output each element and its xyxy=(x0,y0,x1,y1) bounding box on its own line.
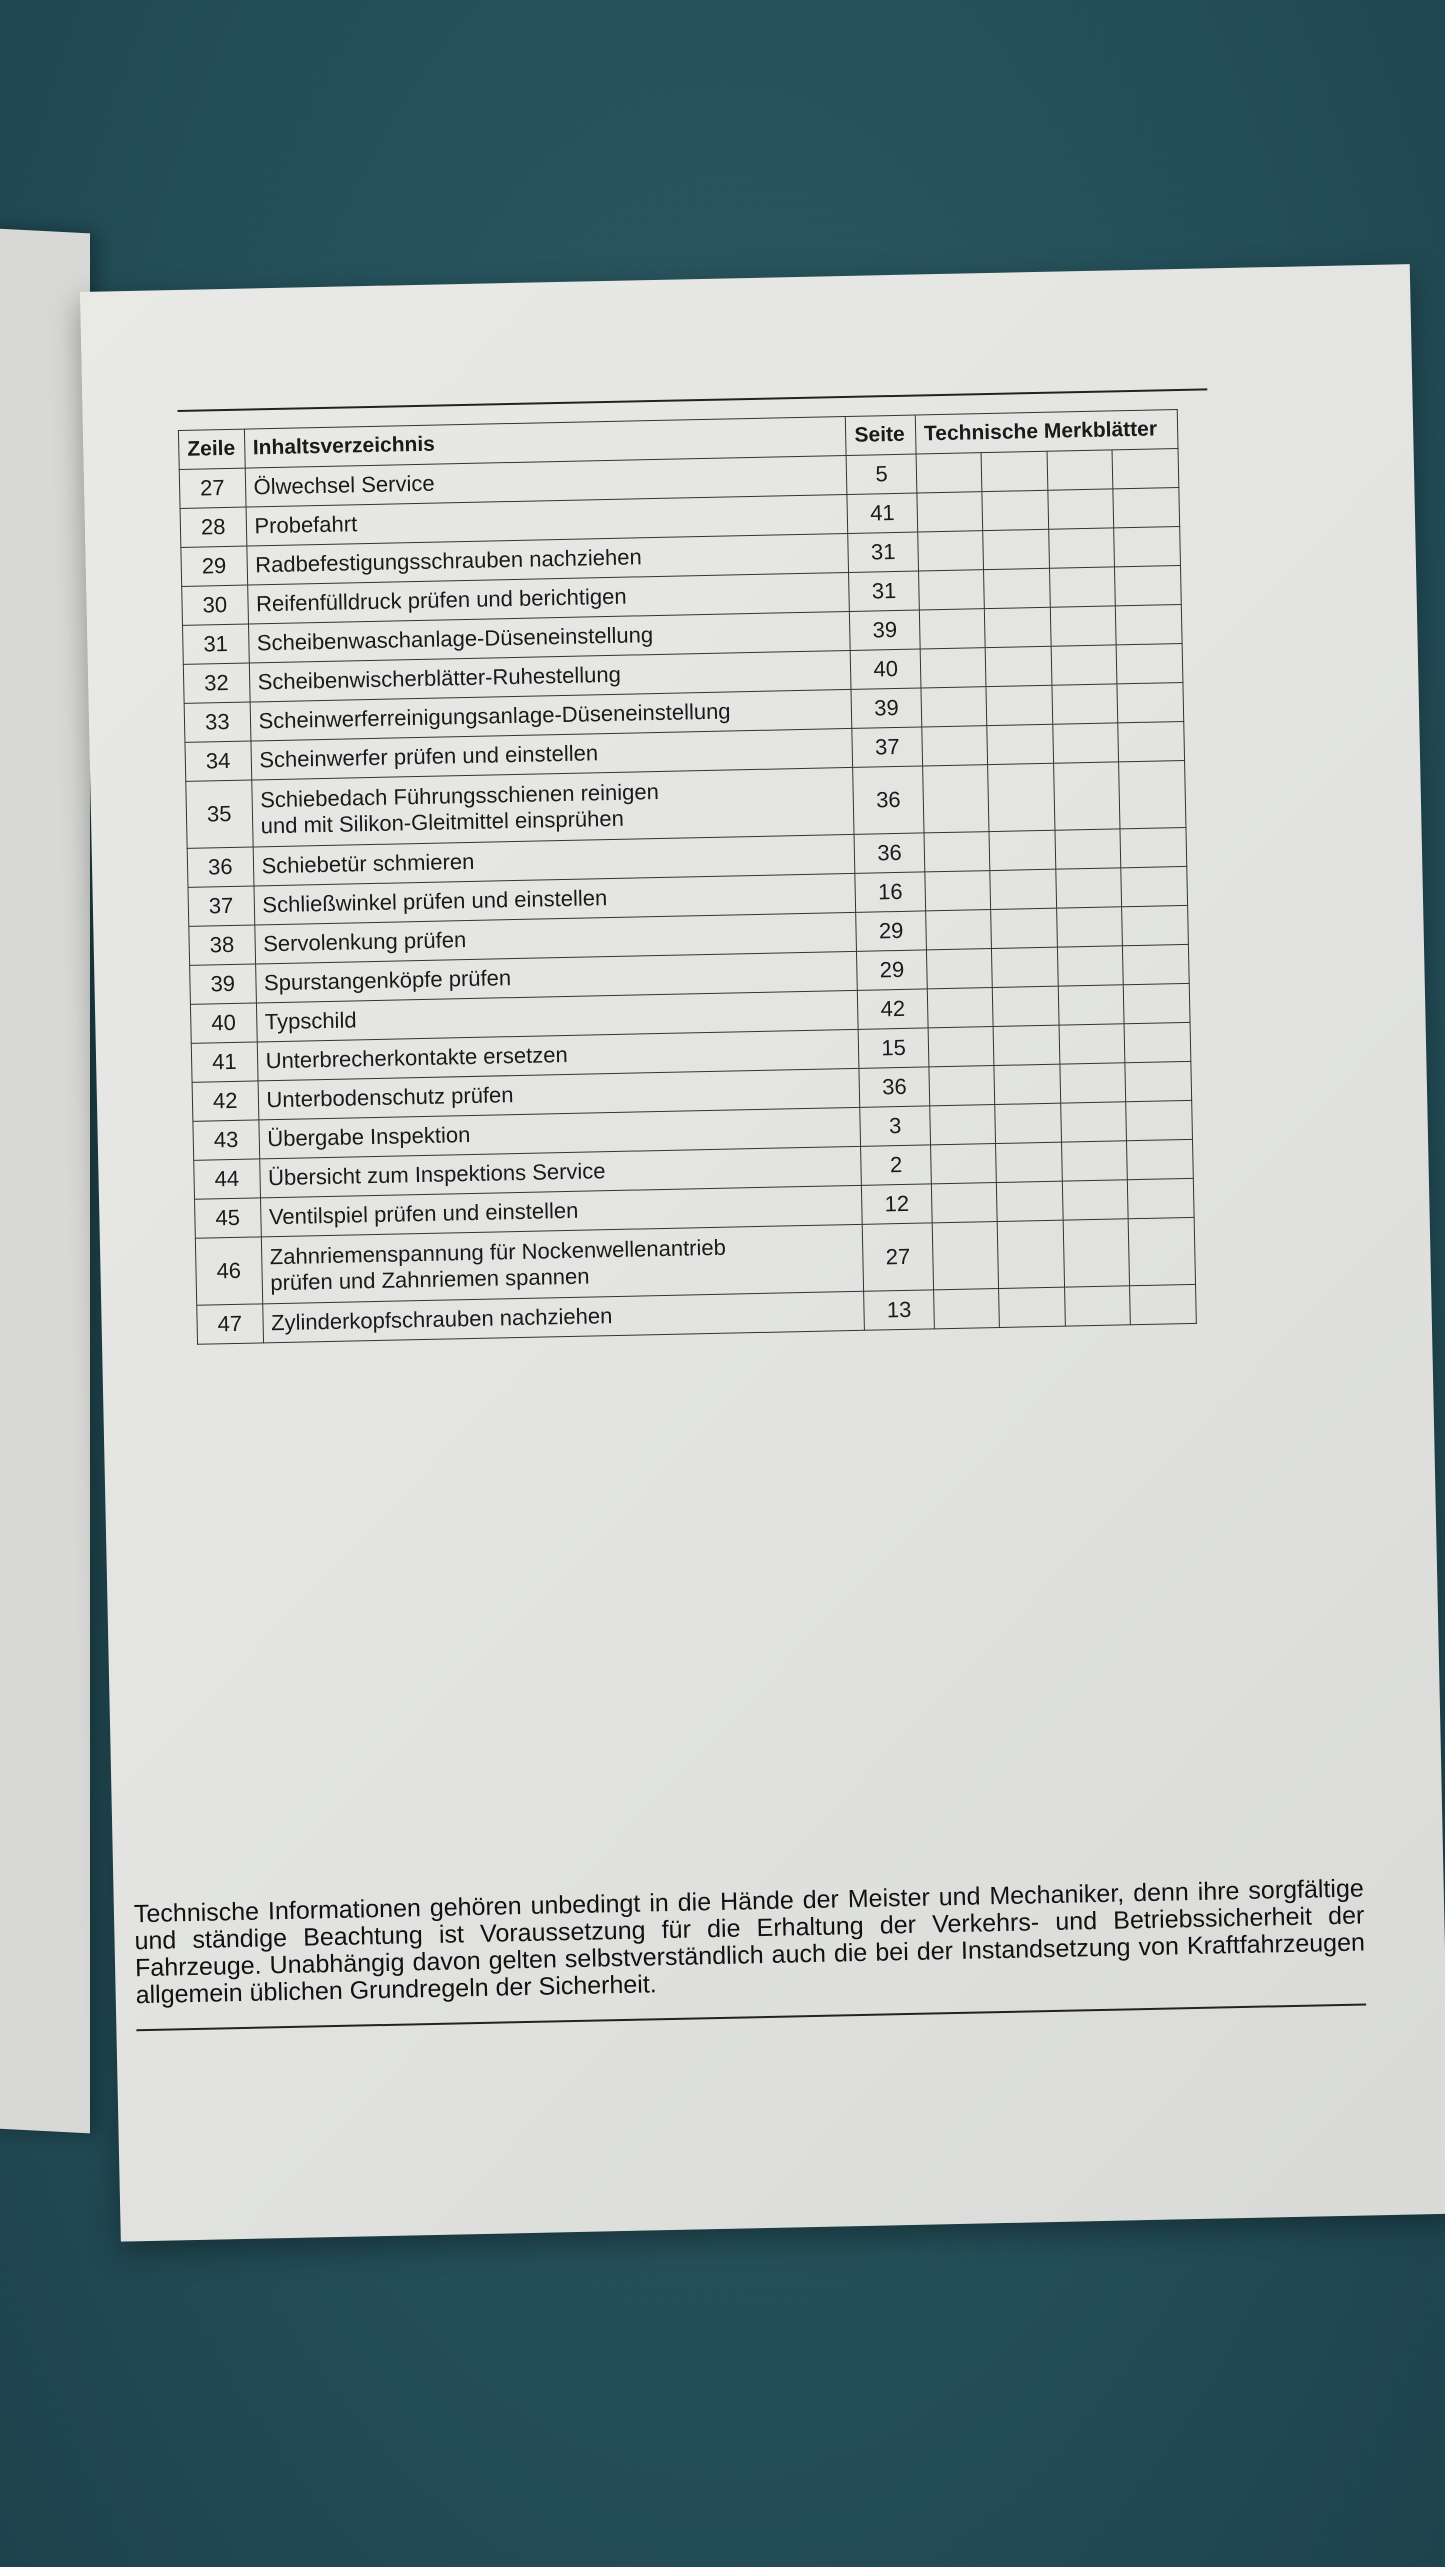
row-page: 15 xyxy=(858,1028,928,1068)
merkblatt-cell xyxy=(922,726,988,766)
row-page: 29 xyxy=(856,911,926,951)
merkblatt-cell xyxy=(987,724,1053,764)
row-title-line: Unterbodenschutz prüfen xyxy=(266,1082,514,1113)
merkblatt-cell xyxy=(926,949,992,989)
merkblatt-cell xyxy=(918,570,984,610)
row-page: 3 xyxy=(860,1106,930,1146)
row-title-line: Servolenkung prüfen xyxy=(262,927,467,957)
merkblatt-cell xyxy=(1061,1102,1127,1142)
row-number: 35 xyxy=(186,780,253,848)
merkblatt-cell xyxy=(929,1066,995,1106)
row-title-line: Ölwechsel Service xyxy=(253,470,435,500)
merkblatt-cell xyxy=(985,607,1051,647)
merkblatt-cell xyxy=(991,908,1057,948)
merkblatt-cell xyxy=(993,1025,1059,1065)
merkblatt-cell xyxy=(1125,1061,1191,1101)
merkblatt-cell xyxy=(926,910,992,950)
merkblatt-cell xyxy=(1052,684,1118,724)
merkblatt-cell xyxy=(981,451,1047,491)
merkblatt-cell xyxy=(1114,527,1180,567)
merkblatt-cell xyxy=(1120,827,1186,867)
merkblatt-cell xyxy=(1053,723,1119,763)
row-page: 31 xyxy=(848,532,918,572)
row-title-line: Spurstangenköpfe prüfen xyxy=(263,965,512,996)
merkblatt-cell xyxy=(995,1103,1061,1143)
merkblatt-cell xyxy=(930,1105,996,1145)
merkblatt-cell xyxy=(1057,907,1123,947)
merkblatt-cell xyxy=(1129,1217,1196,1285)
row-number: 34 xyxy=(185,741,251,781)
row-page: 12 xyxy=(862,1184,932,1224)
merkblatt-cell xyxy=(933,1288,999,1328)
merkblatt-cell xyxy=(983,529,1049,569)
merkblatt-cell xyxy=(1051,645,1117,685)
row-number: 45 xyxy=(195,1198,261,1238)
merkblatt-cell xyxy=(1113,488,1179,528)
merkblatt-cell xyxy=(1112,449,1178,489)
row-title xyxy=(261,1224,864,1304)
merkblatt-cell xyxy=(1064,1286,1130,1326)
merkblatt-cell xyxy=(1059,1024,1125,1064)
header-zeile: Zeile xyxy=(178,429,244,469)
row-title-line: Schiebetür schmieren xyxy=(261,848,475,879)
row-page: 41 xyxy=(847,493,917,533)
row-title-line: Probefahrt xyxy=(254,511,358,539)
row-page: 13 xyxy=(864,1290,934,1330)
merkblatt-cell xyxy=(997,1181,1063,1221)
row-number: 31 xyxy=(183,624,249,664)
row-number: 36 xyxy=(187,847,253,887)
merkblatt-cell xyxy=(1062,1180,1128,1220)
merkblatt-cell xyxy=(1122,905,1188,945)
merkblatt-cell xyxy=(1061,1141,1127,1181)
merkblatt-cell xyxy=(920,648,986,688)
merkblatt-cell xyxy=(1128,1178,1194,1218)
merkblatt-cell xyxy=(927,988,993,1028)
header-inhalt: Inhaltsverzeichnis xyxy=(244,416,846,468)
row-title-line: Scheibenwaschanlage-Düseneinstellung xyxy=(256,622,654,656)
merkblatt-cell xyxy=(1130,1284,1196,1324)
row-title-line: Scheibenwischerblätter-Ruhestellung xyxy=(257,661,622,695)
merkblatt-cell xyxy=(1117,682,1183,722)
row-title-line: Ventilspiel prüfen und einstellen xyxy=(268,1197,579,1230)
safety-notice: Technische Informationen gehören unbedingt in die Hände der Meister und Mechaniker, denn ihre sorgfältige und ständige Beachtung ist Voraussetzung für die Erhaltung der Verkehrs- und Betriebssicherheit der Fahrzeuge. Unabhängig davon gelten selbstverständlich auch die bei der Instandsetzung von Kraftfahrzeugen allgemein üblichen Grundregeln der Sicherheit. xyxy=(133,1874,1366,2010)
merkblatt-cell xyxy=(998,1220,1065,1288)
merkblatt-cell xyxy=(1119,760,1186,828)
merkblatt-cell xyxy=(918,531,984,571)
row-title-line: Reifenfülldruck prüfen und berichtigen xyxy=(255,583,627,617)
merkblatt-cell xyxy=(1049,567,1115,607)
row-page: 39 xyxy=(850,610,920,650)
row-page: 2 xyxy=(861,1145,931,1185)
row-number: 39 xyxy=(190,964,256,1004)
row-page: 40 xyxy=(851,649,921,689)
merkblatt-cell xyxy=(1056,868,1122,908)
row-number: 40 xyxy=(190,1003,256,1043)
row-title-line: Scheinwerfer prüfen und einstellen xyxy=(259,740,599,773)
merkblatt-cell xyxy=(931,1182,997,1222)
merkblatt-cell xyxy=(1060,1063,1126,1103)
row-title xyxy=(251,767,854,847)
merkblatt-cell xyxy=(1126,1100,1192,1140)
merkblatt-cell xyxy=(986,646,1052,686)
document-page xyxy=(80,264,1445,2241)
row-title-line: Schließwinkel prüfen und einstellen xyxy=(262,885,608,918)
merkblatt-cell xyxy=(1049,528,1115,568)
merkblatt-cell xyxy=(1117,643,1183,683)
toc-body xyxy=(179,449,1196,1345)
row-number: 33 xyxy=(184,702,250,742)
row-page: 36 xyxy=(853,766,924,834)
toc-table xyxy=(178,409,1197,1345)
merkblatt-cell xyxy=(994,1064,1060,1104)
row-page: 5 xyxy=(846,454,916,494)
merkblatt-cell xyxy=(1058,985,1124,1025)
merkblatt-cell xyxy=(930,1144,996,1184)
merkblatt-cell xyxy=(1053,762,1120,830)
merkblatt-cell xyxy=(1118,721,1184,761)
row-page: 39 xyxy=(851,688,921,728)
row-page: 36 xyxy=(854,833,924,873)
row-title-line: und mit Silikon-Gleitmittel einsprühen xyxy=(260,805,625,839)
merkblatt-cell xyxy=(993,986,1059,1026)
row-number: 46 xyxy=(195,1237,262,1305)
merkblatt-cell xyxy=(986,685,1052,725)
merkblatt-cell xyxy=(1047,450,1113,490)
merkblatt-cell xyxy=(1127,1139,1193,1179)
merkblatt-cell xyxy=(1121,866,1187,906)
header-merkblaetter: Technische Merkblätter xyxy=(915,410,1178,454)
merkblatt-cell xyxy=(1115,566,1181,606)
merkblatt-cell xyxy=(924,832,990,872)
row-number: 30 xyxy=(182,585,248,625)
row-page: 29 xyxy=(857,950,927,990)
row-page: 42 xyxy=(858,989,928,1029)
merkblatt-cell xyxy=(992,947,1058,987)
merkblatt-cell xyxy=(1050,606,1116,646)
row-page: 31 xyxy=(849,571,919,611)
row-number: 43 xyxy=(193,1120,259,1160)
merkblatt-cell xyxy=(932,1221,999,1289)
row-title-line: Zylinderkopfschrauben nachziehen xyxy=(270,1303,613,1336)
merkblatt-cell xyxy=(919,609,985,649)
bottom-rule xyxy=(136,2003,1366,2031)
merkblatt-cell xyxy=(916,453,982,493)
merkblatt-cell xyxy=(925,871,991,911)
merkblatt-cell xyxy=(989,830,1055,870)
row-title-line: Unterbrecherkontakte ersetzen xyxy=(265,1041,568,1074)
merkblatt-cell xyxy=(1116,605,1182,645)
row-title-line: Übergabe Inspektion xyxy=(267,1122,471,1152)
merkblatt-cell xyxy=(988,763,1055,831)
row-number: 27 xyxy=(179,468,245,508)
row-title-line: Radbefestigungsschrauben nachziehen xyxy=(255,544,642,578)
row-page: 36 xyxy=(859,1067,929,1107)
row-number: 44 xyxy=(194,1159,260,1199)
row-title-line: Schiebedach Führungsschienen reinigen xyxy=(259,778,660,813)
left-page-edge xyxy=(0,227,90,2134)
row-number: 37 xyxy=(188,886,254,926)
row-number: 38 xyxy=(189,925,255,965)
row-page: 27 xyxy=(863,1223,934,1291)
merkblatt-cell xyxy=(1123,944,1189,984)
merkblatt-cell xyxy=(996,1142,1062,1182)
merkblatt-cell xyxy=(1124,1022,1190,1062)
row-number: 32 xyxy=(183,663,249,703)
merkblatt-cell xyxy=(1124,983,1190,1023)
merkblatt-cell xyxy=(917,492,983,532)
merkblatt-cell xyxy=(928,1027,994,1067)
row-number: 28 xyxy=(180,507,246,547)
merkblatt-cell xyxy=(990,869,1056,909)
header-seite: Seite xyxy=(846,415,916,455)
row-title-line: Übersicht zum Inspektions Service xyxy=(267,1158,606,1191)
row-page: 16 xyxy=(855,872,925,912)
merkblatt-cell xyxy=(1055,829,1121,869)
top-rule xyxy=(177,388,1207,412)
row-number: 29 xyxy=(181,546,247,586)
row-title-line: prüfen und Zahnriemen spannen xyxy=(270,1263,590,1296)
row-title-line: Zahnriemenspannung für Nockenwellenantrieb xyxy=(269,1234,727,1270)
row-number: 41 xyxy=(191,1042,257,1082)
row-number: 42 xyxy=(192,1081,258,1121)
merkblatt-cell xyxy=(1057,946,1123,986)
row-title-line: Scheinwerferreinigungsanlage-Düseneinstellung xyxy=(258,698,731,734)
merkblatt-cell xyxy=(1063,1219,1130,1287)
row-number: 47 xyxy=(197,1304,263,1344)
merkblatt-cell xyxy=(984,568,1050,608)
row-page: 37 xyxy=(852,727,922,767)
merkblatt-cell xyxy=(922,765,989,833)
merkblatt-cell xyxy=(999,1287,1065,1327)
merkblatt-cell xyxy=(1048,489,1114,529)
merkblatt-cell xyxy=(921,687,987,727)
row-title-line: Typschild xyxy=(264,1007,357,1035)
merkblatt-cell xyxy=(982,490,1048,530)
